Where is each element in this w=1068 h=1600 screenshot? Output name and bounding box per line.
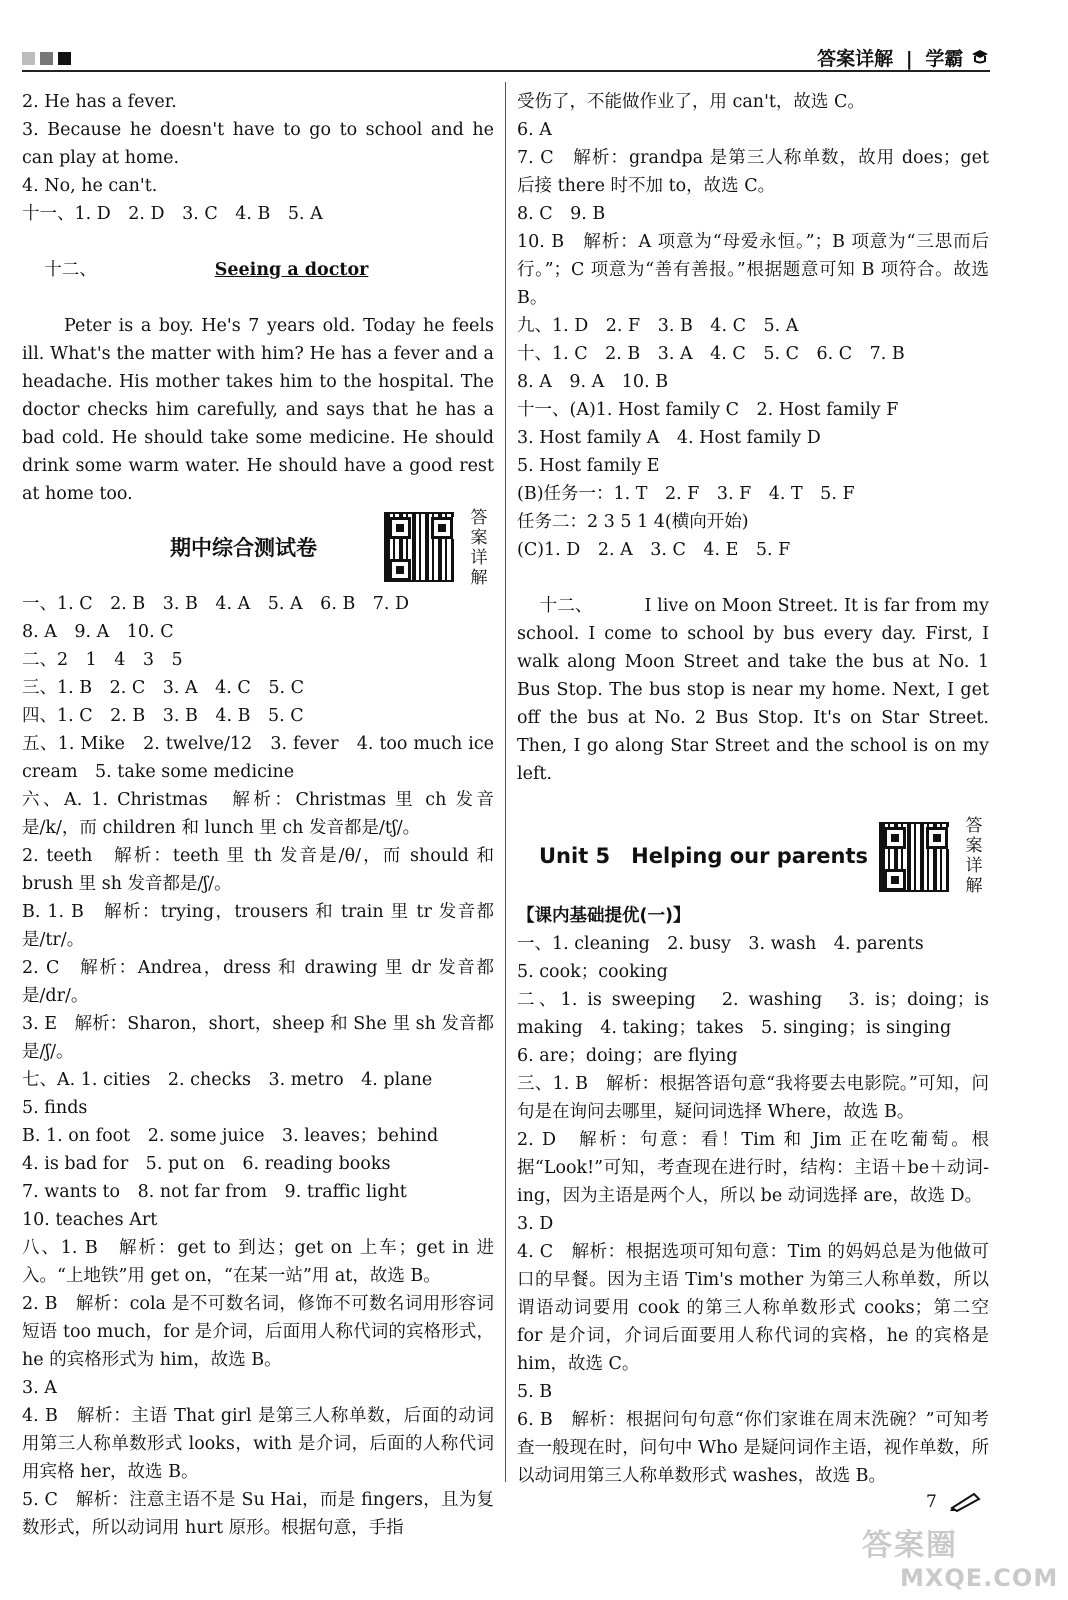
answer-line: 十、1. C 2. B 3. A 4. C 5. C 6. C 7. B <box>517 344 905 364</box>
qr-answer-label: 答 案 详 解 <box>965 816 983 896</box>
left-top-answers <box>22 88 500 228</box>
answer-line: 10. teaches Art <box>22 1210 158 1230</box>
mortarboard-icon <box>970 48 990 68</box>
answer-line: 二、2 1 4 3 5 <box>22 650 183 670</box>
answer-line: 5. finds <box>22 1098 88 1118</box>
story-prefix: 十二、 <box>44 260 97 280</box>
essay-block <box>517 564 995 816</box>
answer-line: 8. C 9. B <box>517 204 606 224</box>
unit-section-header <box>517 816 989 902</box>
page-number: 7 <box>926 1492 937 1512</box>
answer-line: 2. B 解析：cola 是不可数名词，修饰不可数名词用形容词短语 too much，for 是介词，后面用人称代词的宾格形式，he 的宾格形式为 him，故选 B。 <box>22 1294 494 1370</box>
left-answer-list <box>22 590 500 1542</box>
answer-line: 6. A <box>517 120 552 140</box>
answer-line: 4. No, he can't. <box>22 176 158 196</box>
answer-line: 3. Because he doesn't have to go to school and he can play at home. <box>22 120 500 168</box>
unit-title: Unit 5 Helping our parents <box>539 844 869 868</box>
brand-logo: 学霸 <box>925 48 964 70</box>
story-title: Seeing a doctor <box>214 260 369 280</box>
midterm-section-header <box>22 508 494 590</box>
answer-line: 5. B <box>517 1382 553 1402</box>
qr-answer-label: 答 案 详 解 <box>470 508 488 588</box>
answer-line: 4. C 解析：根据选项可知句意：Tim 的妈妈总是为他做可口的早餐。因为主语 Tim's mother 为第三人称单数，所以谓语动词要用 cook 的第三人称单数形式 cooks；第二空 for 是介词，介词后面要用人称代词的宾格，he 的宾格是 him，故选 C。 <box>517 1242 995 1374</box>
answer-line: 任务二：2 3 5 1 4(横向开始) <box>517 512 749 532</box>
pencil-icon <box>948 1490 984 1512</box>
watermark-url: MXQE.COM <box>900 1564 1059 1592</box>
subsection-title: 【课内基础提优(一)】 <box>517 906 691 926</box>
answer-line: 八、1. B 解析：get to 到达；get on 上车；get in 进入。“上地铁”用 get on，“在某一站”用 at，故选 B。 <box>22 1238 494 1286</box>
answer-line: 3. Host family A 4. Host family D <box>517 428 821 448</box>
answer-line: B. 1. on foot 2. some juice 3. leaves；behind <box>22 1126 439 1146</box>
answer-line: 受伤了，不能做作业了，用 can't，故选 C。 <box>517 92 865 112</box>
watermark-logo: 答案圈 <box>862 1528 958 1563</box>
answer-line: B. 1. B 解析：trying，trousers 和 train 里 tr 发音都是/tr/。 <box>22 902 494 950</box>
answer-line: 3. E 解析：Sharon，short，sheep 和 She 里 sh 发音都是/ʃ/。 <box>22 1014 494 1062</box>
right-top-answers <box>517 88 995 564</box>
answer-line: 2. C 解析：Andrea，dress 和 drawing 里 dr 发音都是/dr/。 <box>22 958 494 1006</box>
answer-line: 8. A 9. A 10. B <box>517 372 669 392</box>
column-divider <box>505 82 506 1482</box>
page-header <box>22 40 990 72</box>
answer-line: 3. D <box>517 1214 554 1234</box>
answer-line: 8. A 9. A 10. C <box>22 622 174 642</box>
answer-line: 2. teeth 解析：teeth 里 th 发音是/θ/，而 should 和 brush 里 sh 发音都是/ʃ/。 <box>22 846 500 894</box>
header-answer-label: 答案详解 <box>817 48 894 70</box>
answer-line: 十一、1. D 2. D 3. C 4. B 5. A <box>22 204 323 224</box>
header-rule <box>22 70 990 72</box>
answer-line: (C)1. D 2. A 3. C 4. E 5. F <box>517 540 791 560</box>
qr-code-icon[interactable] <box>879 822 949 892</box>
right-answer-list <box>517 930 995 1490</box>
answer-line: 二、1. is sweeping 2. washing 3. is；doing；is making 4. taking；takes 5. singing；is singing <box>517 990 995 1038</box>
answer-line: 十一、(A)1. Host family C 2. Host family F <box>517 400 899 420</box>
left-column <box>22 88 500 1542</box>
story-text: Peter is a boy. He's 7 years old. Today he feels ill. What's the matter with him? He has a fever and a headache. His mother takes him to the hospital. The doctor checks him carefully, and says that he has a bad cold. He should take some medicine. He should drink some warm water. He should have a good rest at home too. <box>22 316 500 504</box>
story-heading <box>22 228 494 312</box>
answer-line: 一、1. cleaning 2. busy 3. wash 4. parents <box>517 934 924 954</box>
answer-line: 四、1. C 2. B 3. B 4. B 5. C <box>22 706 304 726</box>
answer-line: 7. wants to 8. not far from 9. traffic light <box>22 1182 407 1202</box>
answer-line: 九、1. D 2. F 3. B 4. C 5. A <box>517 316 799 336</box>
answer-line: 三、1. B 2. C 3. A 4. C 5. C <box>22 678 304 698</box>
answer-line: 6. B 解析：根据问句句意“你们家谁在周末洗碗？”可知考查一般现在时，问句中 Who 是疑问词作主语，视作单数，所以动词用第三人称单数形式 washes，故选 B。 <box>517 1410 989 1486</box>
answer-line: 六、A. 1. Christmas 解析：Christmas 里 ch 发音是/k/，而 children 和 lunch 里 ch 发音都是/tʃ/。 <box>22 790 494 838</box>
header-title <box>817 44 990 71</box>
answer-line: 七、A. 1. cities 2. checks 3. metro 4. plane <box>22 1070 433 1090</box>
answer-line: 4. is bad for 5. put on 6. reading books <box>22 1154 391 1174</box>
answer-line: 5. cook；cooking <box>517 962 668 982</box>
qr-code-icon[interactable] <box>384 512 454 582</box>
essay-prefix: 十二、 <box>539 596 593 616</box>
essay-text: I live on Moon Street. It is far from my school. I come to school by bus every day. First, I walk along Moon Street and take the bus at No. 1 Bus Stop. The bus stop is near my home. Next, I get off the bus at No. 2 Bus Stop. It's on Star Street. Then, I go along Star Street and the school is on my left. <box>517 596 995 784</box>
answer-line: 6. are；doing；are flying <box>517 1046 738 1066</box>
answer-line: 2. D 解析：句意：看！Tim 和 Jim 正在吃葡萄。根据“Look!”可知，考查现在进行时，结构：主语＋be＋动词-ing，因为主语是两个人，所以 be 动词选择 are，故选 D。 <box>517 1130 989 1206</box>
header-square-1 <box>22 52 35 65</box>
section-title: 期中综合测试卷 <box>170 536 317 560</box>
answer-line: 五、1. Mike 2. twelve/12 3. fever 4. too much ice cream 5. take some medicine <box>22 734 500 782</box>
header-square-2 <box>40 52 53 65</box>
header-separator: | <box>905 48 913 70</box>
answer-line: 3. A <box>22 1378 57 1398</box>
answer-line: 10. B 解析：A 项意为“母爱永恒。”；B 项意为“三思而后行。”；C 项意为“善有善报。”根据题意可知 B 项符合。故选 B。 <box>517 232 995 308</box>
header-square-3 <box>58 52 71 65</box>
answer-line: 三、1. B 解析：根据答语句意“我将要去电影院。”可知，问句是在询问去哪里，疑问词选择 Where，故选 B。 <box>517 1074 989 1122</box>
right-column <box>517 88 995 1490</box>
answer-line: 2. He has a fever. <box>22 92 177 112</box>
answer-line: 5. Host family E <box>517 456 660 476</box>
answer-line: 7. C 解析：grandpa 是第三人称单数，故用 does；get 后接 there 时不加 to，故选 C。 <box>517 148 995 196</box>
answer-line: 4. B 解析：主语 That girl 是第三人称单数，后面的动词用第三人称单数形式 looks，with 是介词，后面的人称代词用宾格 her，故选 B。 <box>22 1406 494 1482</box>
answer-line: 5. C 解析：注意主语不是 Su Hai，而是 fingers，且为复数形式，所以动词用 hurt 原形。根据句意，手指 <box>22 1490 494 1538</box>
answer-line: (B)任务一：1. T 2. F 3. F 4. T 5. F <box>517 484 855 504</box>
answer-line: 一、1. C 2. B 3. B 4. A 5. A 6. B 7. D <box>22 594 410 614</box>
